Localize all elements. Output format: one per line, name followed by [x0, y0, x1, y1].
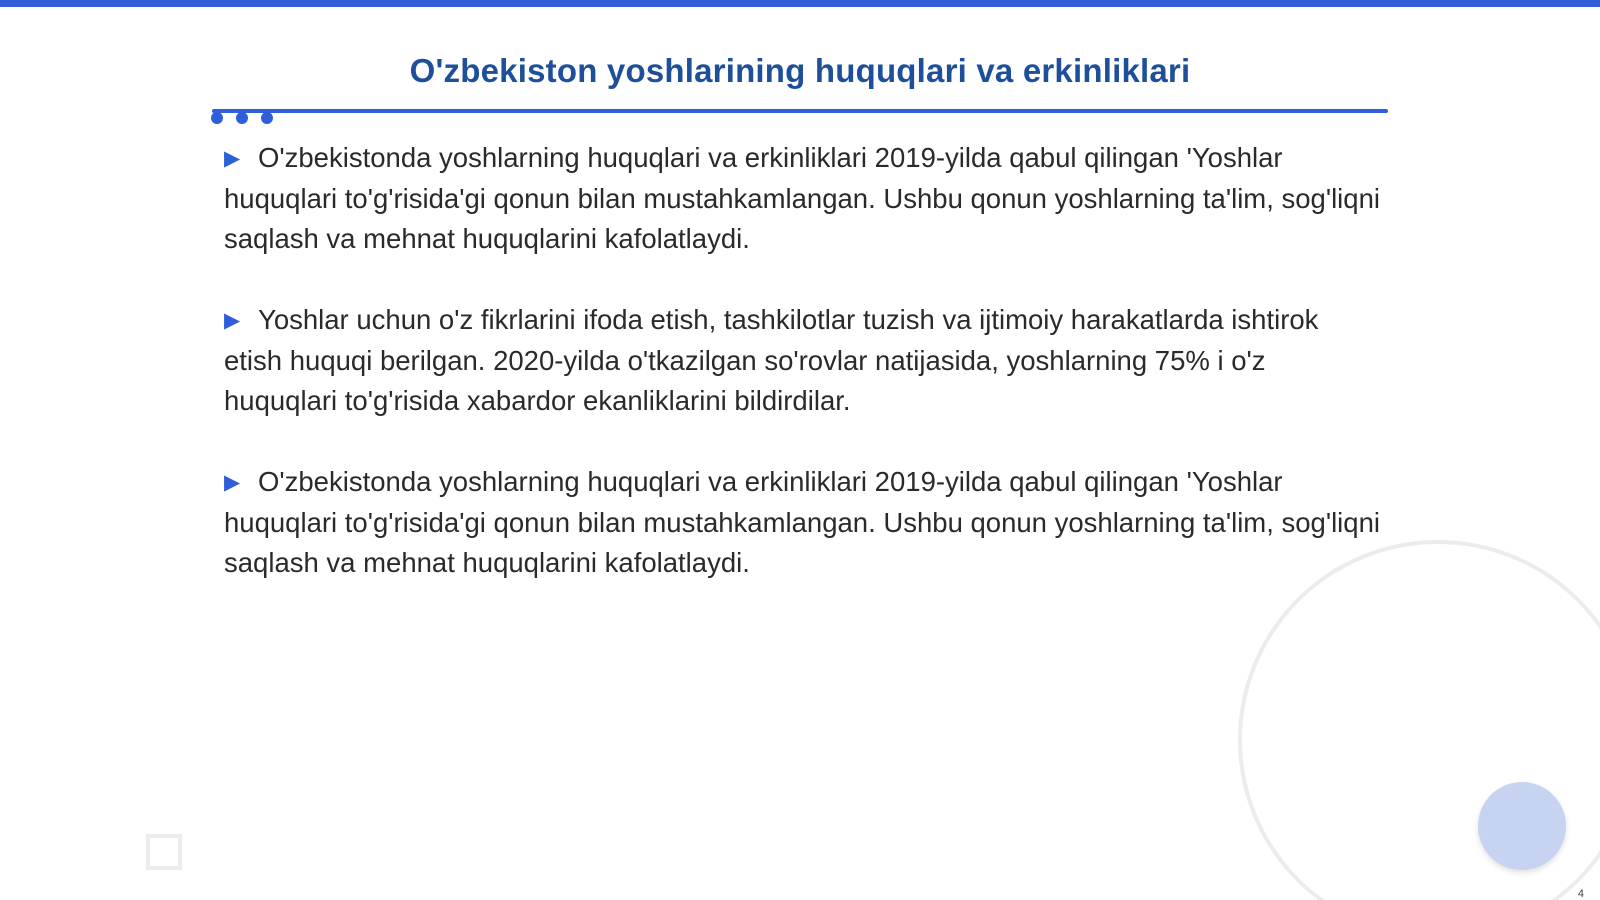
top-accent-bar: [0, 0, 1600, 7]
decor-circle: [1478, 782, 1566, 870]
triangle-bullet-icon: ▶: [224, 309, 241, 332]
decor-square: [146, 834, 182, 870]
bullet-item: [224, 138, 1384, 259]
triangle-bullet-icon: ▶: [224, 147, 241, 170]
bullet-text: Yoshlar uchun o'z fikrlarini ifoda etish, tashkilotlar tuzish va ijtimoiy harakatlarda ishtirok etish huquqi berilgan. 2020-yilda o'tkazilgan so'rovlar natijasida, yoshlarning 75% i o'z huquqlari to'g'risida xabardor ekanliklarini bildirdilar.: [224, 304, 1319, 416]
bullet-text: O'zbekistonda yoshlarning huquqlari va erkinliklari 2019-yilda qabul qilingan 'Yoshlar huquqlari to'g'risida'gi qonun bilan mustahkamlangan. Ushbu qonun yoshlarning ta'lim, sog'liqni saqlash va mehnat huquqlarini kafolatlaydi.: [224, 466, 1380, 578]
bullet-list: [224, 138, 1384, 624]
slide-title: O'zbekiston yoshlarining huquqlari va erkinliklari: [409, 52, 1191, 89]
bullet-text: O'zbekistonda yoshlarning huquqlari va erkinliklari 2019-yilda qabul qilingan 'Yoshlar huquqlari to'g'risida'gi qonun bilan mustahkamlangan. Ushbu qonun yoshlarning ta'lim, sog'liqni saqlash va mehnat huquqlarini kafolatlaydi.: [224, 142, 1380, 254]
bullet-item: [224, 462, 1384, 583]
page-number: 4: [1577, 888, 1584, 900]
bullet-item: [224, 300, 1384, 421]
title-underline: [212, 109, 1388, 113]
decor-dot-2: [236, 112, 248, 124]
triangle-bullet-icon: ▶: [224, 471, 241, 494]
decor-dot-3: [261, 112, 273, 124]
decor-dot-1: [211, 112, 223, 124]
